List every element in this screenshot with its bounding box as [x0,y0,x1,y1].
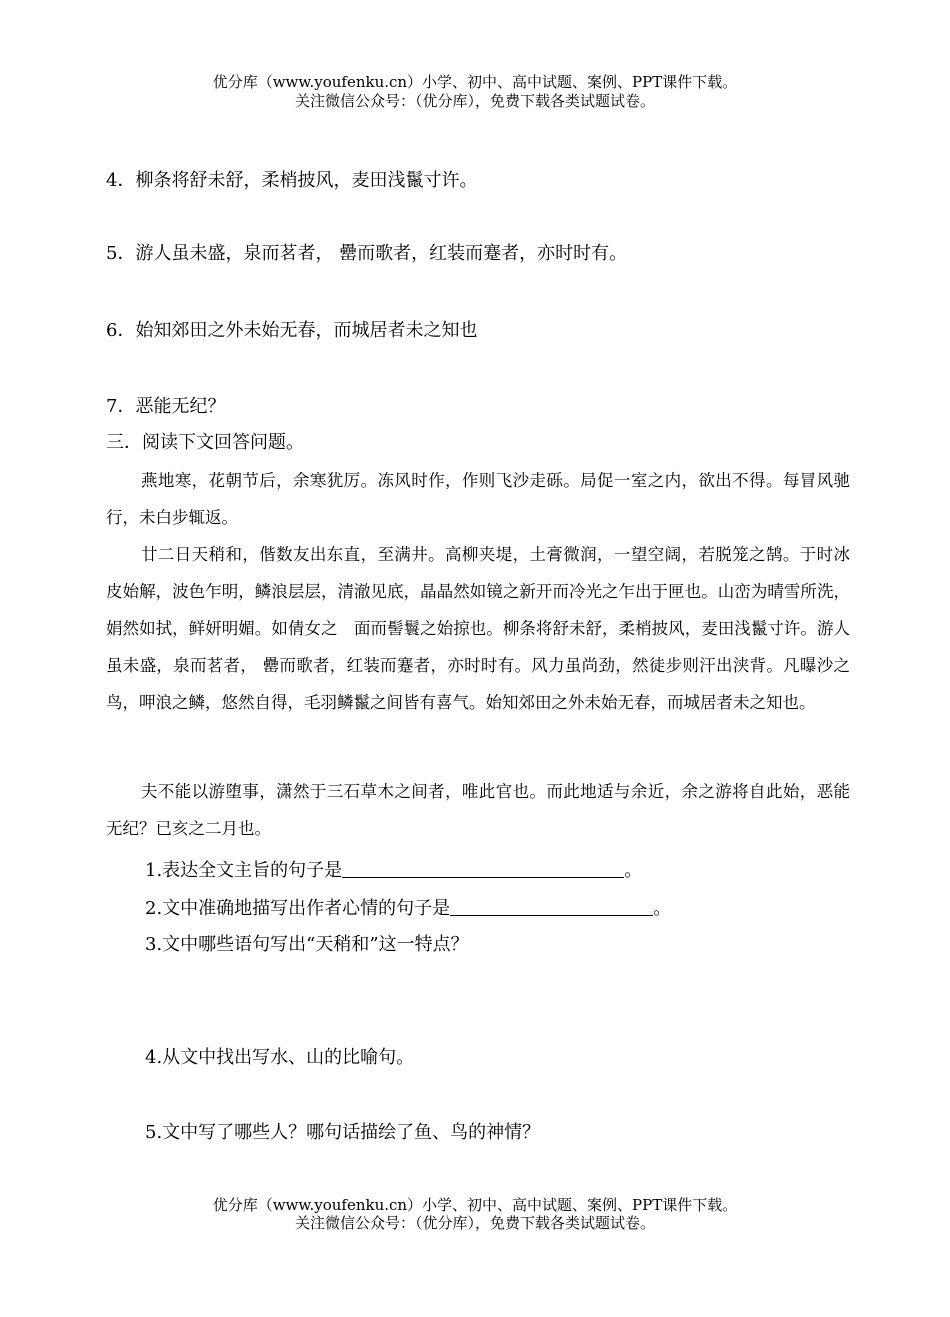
header-line-2: 关注微信公众号：（优分库），免费下载各类试题试卷。 [294,92,655,110]
passage-paragraph-3: 夫不能以游堕事，潇然于三石草木之间者，唯此官也。而此地适与余近，余之游将自此始，恶能无纪？已亥之二月也。 [106,782,850,838]
question-1 [145,857,642,884]
question-2 [145,895,671,922]
footer-line-1: 优分库（www.youfenku.cn）小学、初中、高中试题、案例、PPT课件下载。 [212,1196,738,1214]
answer-blank-1[interactable] [342,857,624,878]
translate-item-7: 7．恶能无纪？ [106,396,226,417]
question-4: 4.从文中找出写水、山的比喻句。 [145,1047,415,1068]
question-2-end: 。 [653,898,672,919]
question-2-text: 2.文中准确地描写出作者心情的句子是 [145,898,451,919]
passage-paragraph-2: 廿二日天稍和，偕数友出东直，至满井。高柳夹堤，土膏微润，一望空阔，若脱笼之鹄。于时冰皮始解，波色乍明，鳞浪层层，清澈见底，晶晶然如镜之新开而冷光之乍出于匣也。山峦为晴雪所洗，娟然如拭，鲜妍明媚。如倩女之 面而髻鬟之始掠也。柳条将舒未舒，柔梢披风，麦田浅鬣寸许。游人虽未盛，泉而茗者， 罍而歌者，红装而蹇者，亦时时有。风力虽尚劲，然徒步则汗出浃背。凡曝沙之鸟，呷浪之鳞，悠然自得，毛羽鳞鬣之间皆有喜气。始知郊田之外未始无春，而城居者未之知也。 [106,545,850,712]
header-line-1: 优分库（www.youfenku.cn）小学、初中、高中试题、案例、PPT课件下载。 [212,73,738,91]
translate-item-6: 6．始知郊田之外未始无春，而城居者未之知也 [106,320,478,341]
footer-line-2: 关注微信公众号：（优分库），免费下载各类试题试卷。 [294,1214,655,1232]
translate-item-5: 5．游人虽未盛，泉而茗者， 罍而歌者，红装而蹇者，亦时时有。 [106,243,628,264]
section-title: 三．阅读下文回答问题。 [106,432,304,453]
question-3: 3.文中哪些语句写出“天稍和”这一特点？ [145,934,469,955]
answer-blank-2[interactable] [450,895,653,916]
question-1-end: 。 [624,860,643,881]
question-1-text: 1.表达全文主旨的句子是 [145,860,343,881]
translate-item-4: 4．柳条将舒未舒，柔梢披风，麦田浅鬣寸许。 [106,170,478,191]
passage-paragraph-1: 燕地寒，花朝节后，余寒犹厉。冻风时作，作则飞沙走砾。局促一室之内，欲出不得。每冒风驰行，未白步辄返。 [106,471,850,527]
question-5: 5.文中写了哪些人？哪句话描绘了鱼、鸟的神情？ [145,1122,541,1143]
